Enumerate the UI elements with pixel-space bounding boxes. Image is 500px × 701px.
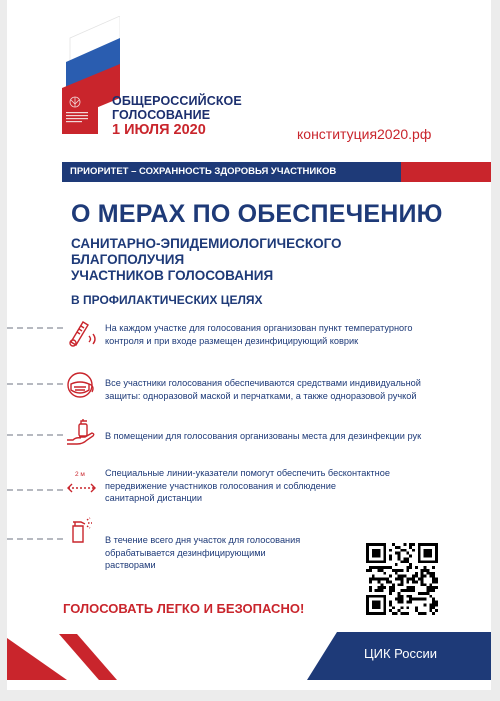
distance-icon: [65, 476, 99, 506]
mask-icon: [65, 370, 99, 400]
list-item: [105, 430, 421, 443]
dashed-divider: [7, 383, 63, 385]
distance-label: 2 м: [75, 471, 85, 478]
page-title: О МЕРАХ ПО ОБЕСПЕЧЕНИЮ: [71, 200, 443, 228]
item-text-line: защиты: одноразовой маской и перчатками, а также одноразовой ручкой: [105, 390, 417, 401]
vote-date: 1 ИЮЛЯ 2020: [112, 122, 206, 138]
dashed-divider: [7, 327, 63, 329]
heading-line2: ГОЛОСОВАНИЕ: [112, 108, 211, 122]
vote-heading: [112, 94, 242, 137]
page-subtitle: [71, 236, 431, 284]
qr-code[interactable]: [366, 543, 438, 615]
dashed-divider: [7, 538, 63, 540]
website-link[interactable]: конституция2020.рф: [297, 126, 432, 142]
poster: [7, 0, 491, 690]
list-item: [105, 467, 390, 505]
hand-sanitizer-icon: [65, 418, 99, 448]
organization-name: ЦИК России: [364, 646, 437, 661]
item-text-line: Специальные линии-указатели помогут обеспечить бесконтактное: [105, 468, 390, 478]
flag-logo-icon: [60, 16, 120, 134]
banner-accent: [401, 162, 491, 182]
list-item: [105, 377, 421, 402]
item-text-line: санитарной дистанции: [105, 493, 203, 503]
dashed-divider: [7, 434, 63, 436]
slogan: ГОЛОСОВАТЬ ЛЕГКО И БЕЗОПАСНО!: [63, 601, 305, 616]
item-text-line: обрабатывается дезинфицирующими: [105, 547, 266, 558]
dashed-divider: [7, 489, 63, 491]
item-text-line: На каждом участке для голосования организован пункт температурного: [105, 323, 413, 333]
item-text-line: передвижение участников голосования и соблюдение: [105, 480, 336, 491]
priority-banner: ПРИОРИТЕТ – СОХРАННОСТЬ ЗДОРОВЬЯ УЧАСТНИКОВ ГОЛОСОВАНИЯ: [62, 162, 409, 182]
thermometer-icon: [65, 318, 99, 348]
item-text-line: растворами: [105, 560, 156, 570]
list-item: [105, 534, 300, 572]
item-text-line: Все участники голосования обеспечиваются средствами индивидуальной: [105, 378, 421, 388]
section-title: В ПРОФИЛАКТИЧЕСКИХ ЦЕЛЯХ: [71, 293, 263, 307]
heading-line1: ОБЩЕРОССИЙСКОЕ: [112, 94, 242, 108]
subtitle-line2: УЧАСТНИКОВ ГОЛОСОВАНИЯ: [71, 268, 274, 283]
item-text-line: В помещении для голосования организованы места для дезинфекции рук: [105, 431, 422, 441]
item-text-line: контроля и при входе размещен дезинфицирующий коврик: [105, 335, 359, 346]
subtitle-line1: САНИТАРНО-ЭПИДЕМИОЛОГИЧЕСКОГО БЛАГОПОЛУЧИЯ: [71, 236, 342, 267]
spray-bottle-icon: [65, 514, 99, 544]
item-text-line: В течение всего дня участок для голосования: [105, 535, 301, 545]
list-item: [105, 322, 412, 347]
